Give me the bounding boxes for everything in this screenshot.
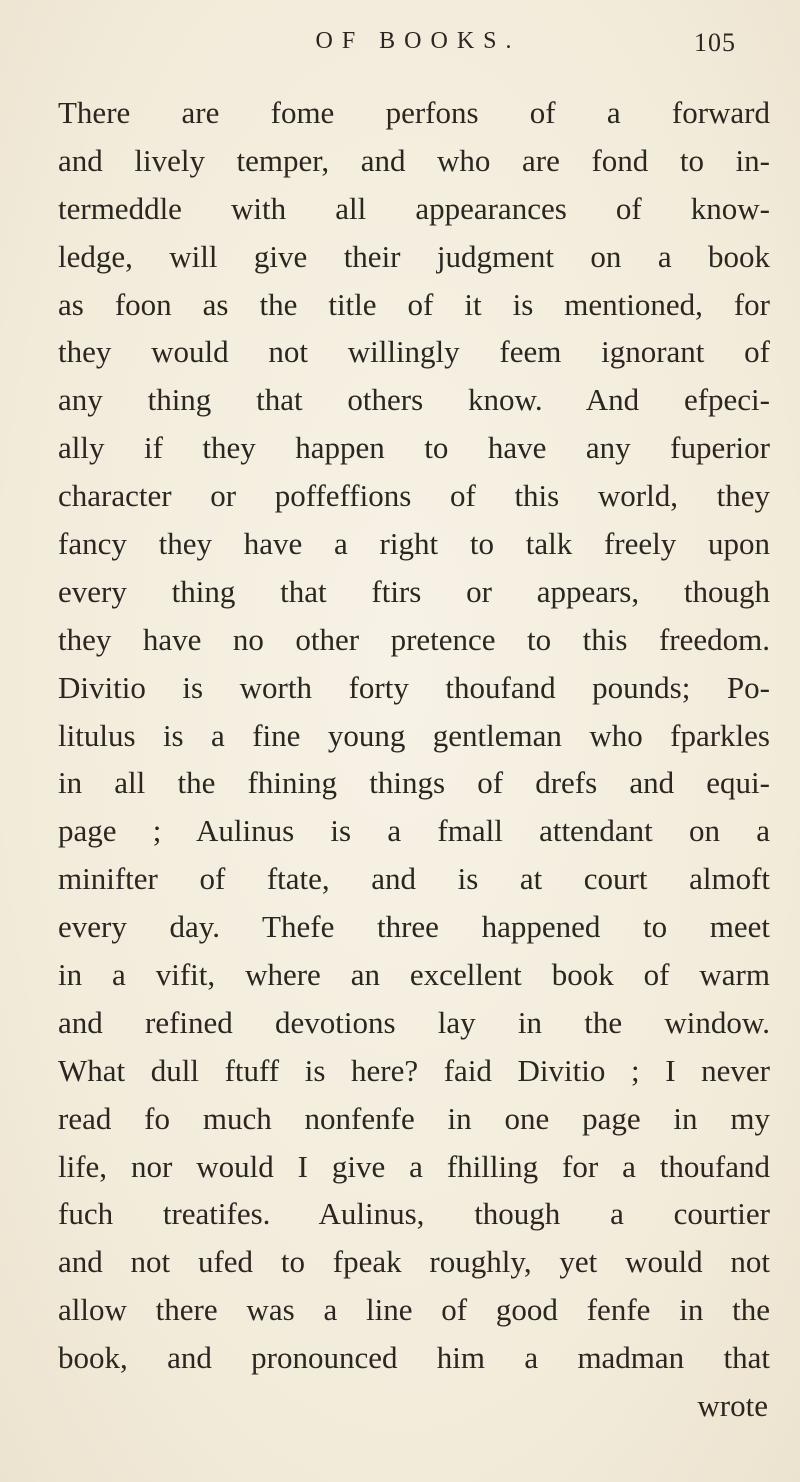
text-line: read fo much nonfenfe in one page in my (58, 1100, 770, 1136)
text-line: they have no other pretence to this freedom. (58, 621, 770, 657)
text-line: every day. Thefe three happened to meet (58, 909, 770, 945)
text-line: There are fome perfons of a forward (58, 95, 770, 130)
text-line: in all the fhining things of drefs and equi- (58, 765, 770, 801)
text-line: life, nor would I give a fhilling for a thoufand (58, 1148, 770, 1184)
text-line: fancy they have a right to talk freely upon (58, 526, 770, 562)
text-line: minifter of ftate, and is at court almoft (58, 861, 770, 897)
text-line: as foon as the title of it is mentioned, for (58, 286, 770, 322)
text-line: allow there was a line of good fenfe in the (58, 1292, 770, 1328)
text-line: ally if they happen to have any fuperior (58, 430, 770, 466)
text-line: and lively temper, and who are fond to in- (58, 142, 770, 178)
text-line: and not ufed to fpeak roughly, yet would not (58, 1244, 770, 1280)
text-line: character or poffeffions of this world, they (58, 478, 770, 514)
text-line: termeddle with all appearances of know- (58, 190, 770, 226)
running-head (0, 18, 800, 58)
text-line: litulus is a fine young gentleman who fparkles (58, 717, 770, 753)
text-line: What dull ftuff is here? faid Divitio ; I never (58, 1052, 770, 1088)
body-text (58, 89, 770, 1430)
text-line: they would not willingly feem ignorant of (58, 334, 770, 370)
catchword: wrote (697, 1388, 768, 1424)
text-line: page ; Aulinus is a fmall attendant on a (58, 813, 770, 849)
running-title: OF BOOKS. (315, 28, 521, 54)
text-line: ledge, will give their judgment on a book (58, 238, 770, 274)
text-line: any thing that others know. And efpeci- (58, 382, 770, 418)
text-line: Divitio is worth forty thoufand pounds; Po- (58, 669, 770, 705)
text-line: fuch treatifes. Aulinus, though a courtier (58, 1196, 770, 1232)
text-line: and refined devotions lay in the window. (58, 1004, 770, 1040)
text-line: every thing that ftirs or appears, though (58, 573, 770, 609)
page-number: 105 (694, 28, 736, 57)
text-line: book, and pronounced him a madman that (58, 1340, 770, 1376)
text-line: in a vifit, where an excellent book of warm (58, 957, 770, 993)
